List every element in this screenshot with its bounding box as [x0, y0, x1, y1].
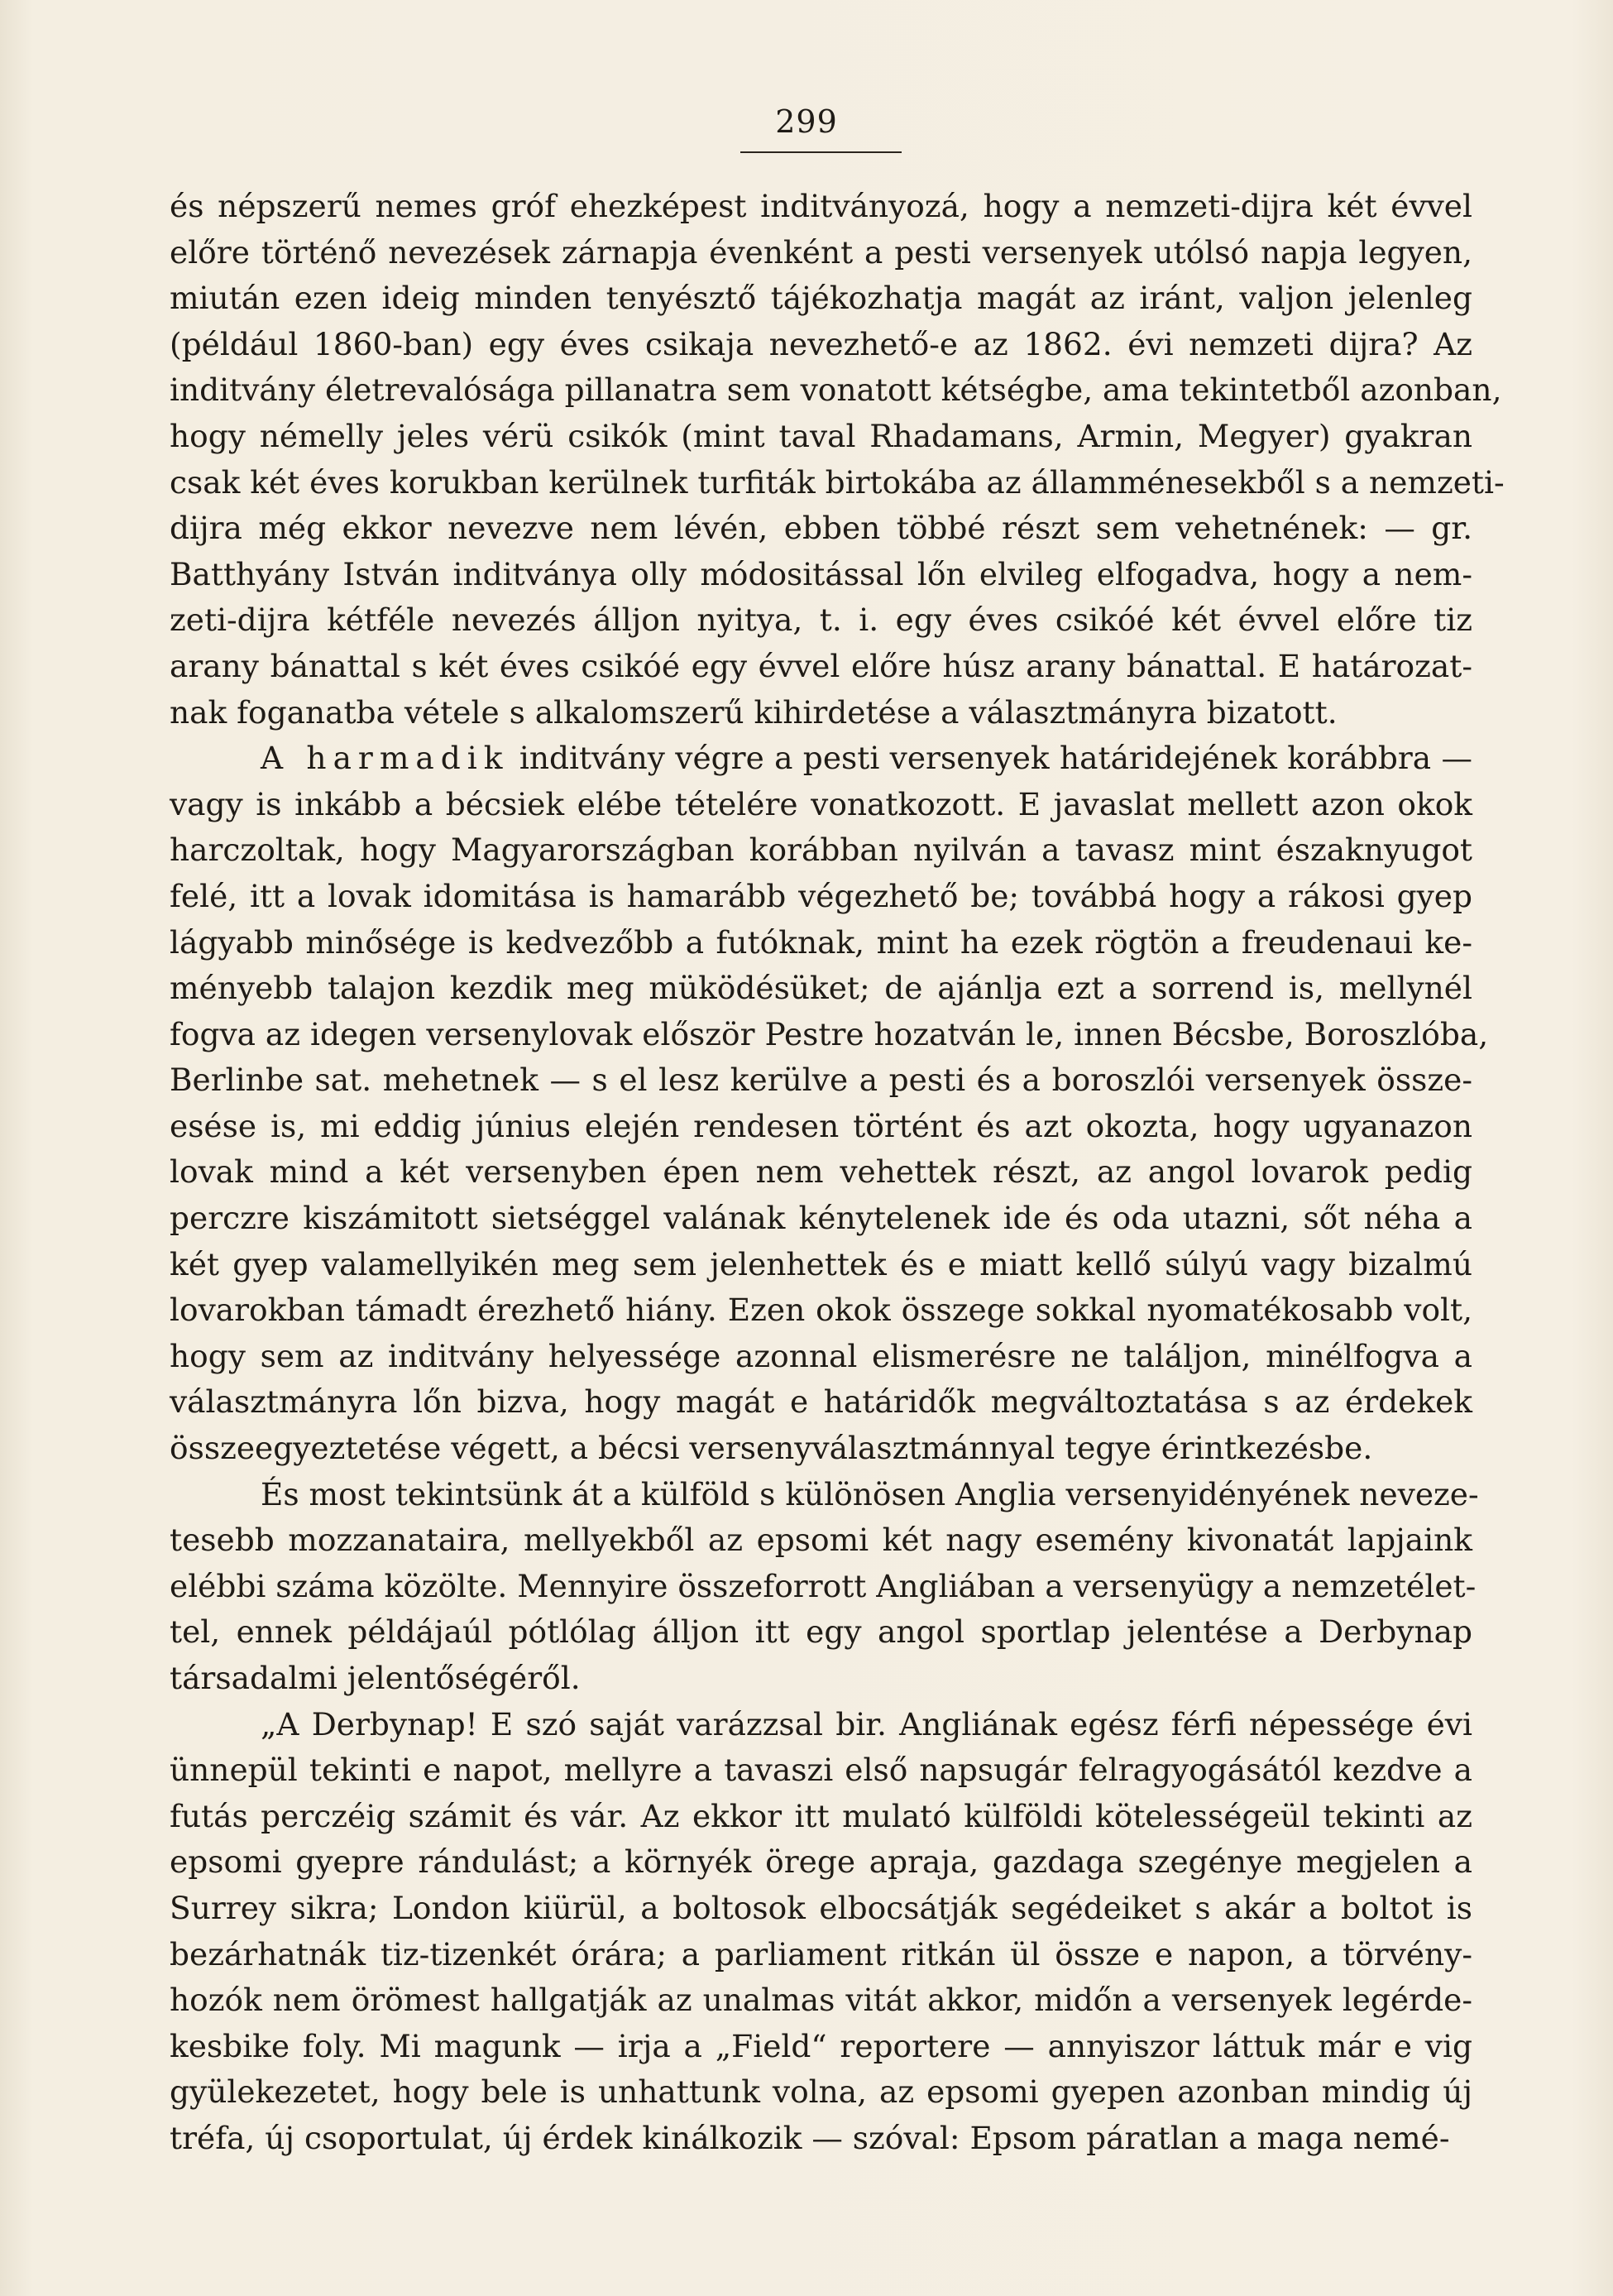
- text-line: ünnepül tekinti e napot, mellyre a tavaszi első napsugár felragyogásától kezdve a: [170, 1752, 1472, 1789]
- spaced-lead-word: A harmadik: [261, 740, 510, 777]
- paragraph: [170, 736, 1489, 1472]
- text-line: kesbike foly. Mi magunk — irja a „Field“ reportere — annyiszor láttuk már e vig: [170, 2027, 1472, 2064]
- text-line: fogva az idegen versenylovak először Pestre hozatván le, innen Bécsbe, Boroszlóba,: [170, 1015, 1489, 1052]
- text-line: [170, 736, 1472, 782]
- text-line: lovarokban támadt érezhető hiány. Ezen okok összege sokkal nyomatékosabb volt,: [170, 1292, 1472, 1329]
- paragraph: [170, 1702, 1472, 2162]
- text-line: tesebb mozzanataira, mellyekből az epsomi két nagy esemény kivonatát lapjaink: [170, 1522, 1472, 1559]
- text-line: Surrey sikra; London kiürül, a boltosok elbocsátják segédeiket s akár a boltot is: [170, 1889, 1472, 1926]
- page-number: 299: [775, 103, 838, 140]
- text-line: futás perczéig számit és vár. Az ekkor itt mulató külföldi kötelességeül tekinti az: [170, 1797, 1472, 1834]
- paragraph: [170, 184, 1505, 736]
- text-line: választmányra lőn bizva, hogy magát e határidők megváltoztatása s az érdekek: [170, 1383, 1472, 1421]
- text-line: lágyabb minősége is kedvezőbb a futóknak, mint ha ezek rögtön a freudenaui ke-: [170, 923, 1472, 961]
- text-line: tel, ennek példájaúl pótlólag álljon itt egy angol sportlap jelentése a Derbynap: [170, 1613, 1472, 1651]
- text-line: elébbi száma közölte. Mennyire összeforrott Angliában a versenyügy a nemzetélet-: [170, 1567, 1477, 1604]
- text-line: felé, itt a lovak idomitása is hamarább végezhető be; továbbá hogy a rákosi gyep: [170, 877, 1472, 914]
- text-line: esése is, mi eddig június elején rendesen történt és azt okozta, hogy ugyanazon: [170, 1107, 1472, 1144]
- paragraph: [170, 1472, 1479, 1702]
- text-line: És most tekintsünk át a külföld s különösen Anglia versenyidényének neveze-: [261, 1475, 1479, 1512]
- line-text: inditvány végre a pesti versenyek határidejének korábbra —: [509, 740, 1472, 777]
- text-line: csak két éves korukban kerülnek turfiták birtokába az államménesekből s a nemzeti-: [170, 463, 1505, 501]
- text-line: arany bánattal s két éves csikóé egy évvel előre húsz arany bánattal. E határozat-: [170, 647, 1472, 684]
- text-line: társadalmi jelentőségéről.: [170, 1660, 581, 1696]
- text-line: harczoltak, hogy Magyarországban korábban nyilván a tavasz mint északnyugot: [170, 832, 1472, 869]
- text-line: miután ezen ideig minden tenyésztő tájékozhatja magát az iránt, valjon jelenleg: [170, 280, 1472, 317]
- body-text: [170, 184, 1505, 2162]
- text-line: hogy sem az inditvány helyessége azonnal elismerésre ne találjon, minélfogva a: [170, 1337, 1472, 1374]
- text-line: Berlinbe sat. mehetnek — s el lesz kerülve a pesti és a boroszlói versenyek össze-: [170, 1062, 1472, 1099]
- text-line: hozók nem örömest hallgatják az unalmas vitát akkor, midőn a versenyek legérde-: [170, 1982, 1472, 2019]
- text-line: előre történő nevezések zárnapja évenként a pesti versenyek utólsó napja legyen,: [170, 233, 1472, 271]
- text-line: (például 1860-ban) egy éves csikaja nevezhető-e az 1862. évi nemzeti dijra? Az: [170, 325, 1472, 362]
- text-line: bezárhatnák tiz-tizenkét órára; a parliament ritkán ül össze e napon, a törvény-: [170, 1935, 1472, 1972]
- text-line: „A Derbynap! E szó saját varázzsal bir. Angliának egész férfi népessége évi: [261, 1705, 1472, 1742]
- text-line: Batthyány István inditványa olly módositással lőn elvileg elfogadva, hogy a nem-: [170, 555, 1472, 592]
- header-rule: [740, 151, 902, 153]
- text-line: nak foganatba vétele s alkalomszerű kihirdetése a választmányra bizatott.: [170, 693, 1338, 731]
- text-line: hogy némelly jeles vérü csikók (mint taval Rhadamans, Armin, Megyer) gyakran: [170, 417, 1472, 454]
- text-line: tréfa, új csoportulat, új érdek kinálkozik — szóval: Epsom páratlan a maga nemé-: [170, 2119, 1450, 2156]
- text-line: gyülekezetet, hogy bele is unhattunk volna, az epsomi gyepen azonban mindig új: [170, 2073, 1472, 2111]
- text-line: dijra még ekkor nevezve nem lévén, ebben többé részt sem vehetnének: — gr.: [170, 510, 1472, 547]
- text-line: lovak mind a két versenyben épen nem vehettek részt, az angol lovarok pedig: [170, 1153, 1472, 1191]
- text-line: két gyep valamellyikén meg sem jelenhettek és e miatt kellő súlyú vagy bizalmú: [170, 1245, 1472, 1282]
- text-line: perczre kiszámitott sietséggel valának kénytelenek ide és oda utazni, sőt néha a: [170, 1200, 1472, 1237]
- text-line: zeti-dijra kétféle nevezés álljon nyitya, t. i. egy éves csikóé két évvel előre tiz: [170, 602, 1472, 639]
- text-line: inditvány életrevalósága pillanatra sem vonatott kétségbe, ama tekintetből azonban,: [170, 371, 1502, 409]
- text-line: és népszerű nemes gróf ehezképest inditványozá, hogy a nemzeti-dijra két évvel: [170, 188, 1472, 224]
- text-line: epsomi gyepre rándulást; a környék örege apraja, gazdaga szegénye megjelen a: [170, 1843, 1472, 1881]
- text-line: összeegyeztetése végett, a bécsi versenyválasztmánnyal tegye érintkezésbe.: [170, 1430, 1373, 1467]
- text-line: ményebb talajon kezdik meg müködésüket; de ajánlja ezt a sorrend is, mellynél: [170, 970, 1472, 1007]
- text-line: vagy is inkább a bécsiek elébe tételére vonatkozott. E javaslat mellett azon okok: [170, 785, 1472, 822]
